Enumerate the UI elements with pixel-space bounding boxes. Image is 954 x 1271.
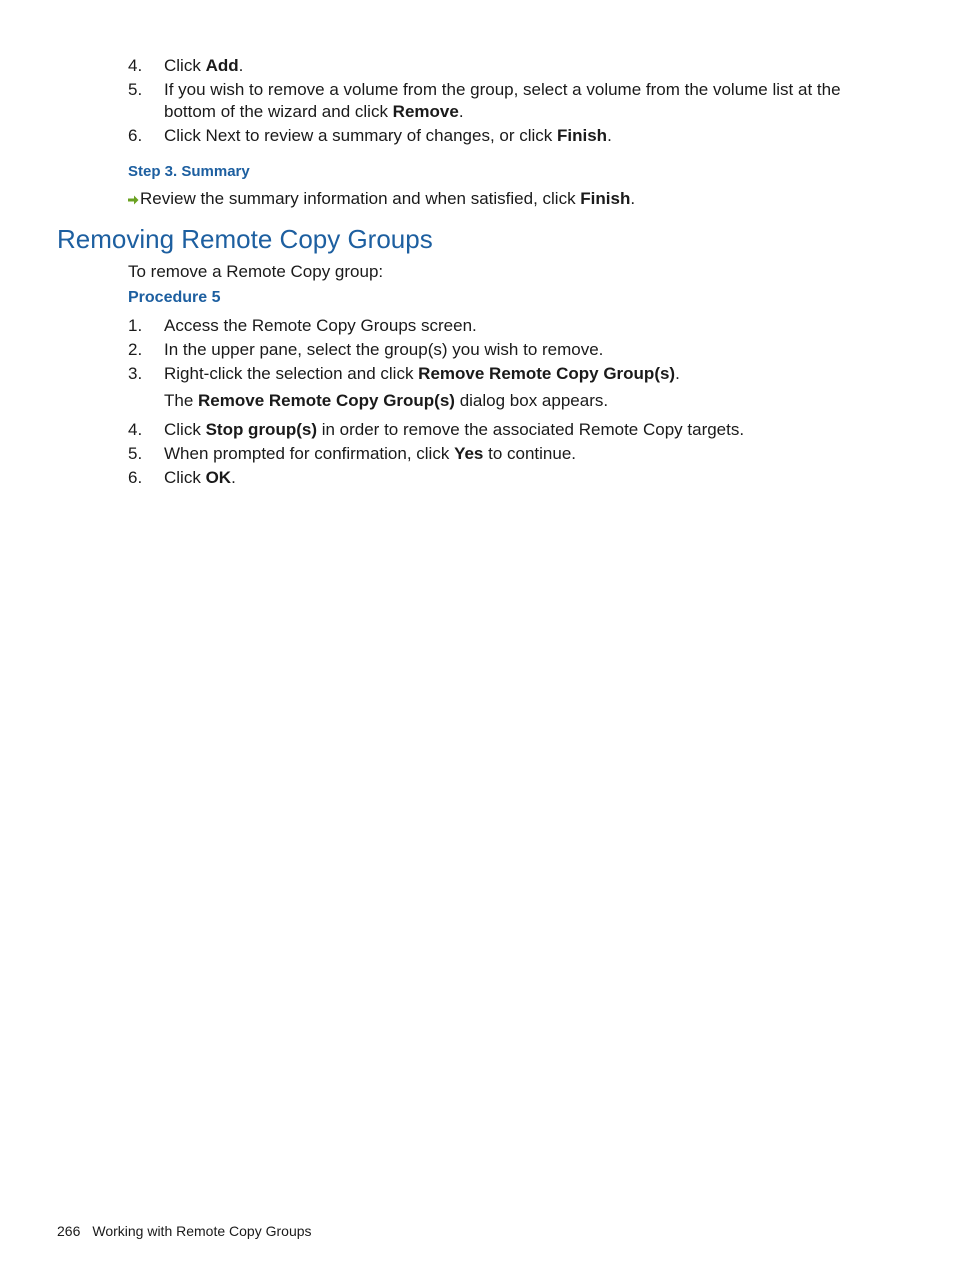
page-footer bbox=[57, 1223, 312, 1239]
step-instruction: Review the summary information and when satisfied, click Finish. bbox=[128, 188, 635, 210]
item-number: 5. bbox=[128, 80, 143, 99]
list-item: 5. If you wish to remove a volume from the group, select a volume from the volume list at the bottom of the wizard and click Remove. bbox=[128, 80, 841, 121]
procedure-heading: Procedure 5 bbox=[128, 289, 221, 306]
list-item: 5. When prompted for confirmation, click Yes to continue. bbox=[128, 444, 576, 463]
item-number: 4. bbox=[128, 420, 143, 439]
list-item: 1. Access the Remote Copy Groups screen. bbox=[128, 316, 477, 335]
arrow-right-icon bbox=[128, 195, 139, 205]
procedure-list-b bbox=[128, 419, 848, 491]
section-title: Removing Remote Copy Groups bbox=[57, 224, 433, 254]
item-number: 6. bbox=[128, 126, 143, 145]
item-number: 4. bbox=[128, 56, 143, 75]
list-item: 6. Click Next to review a summary of changes, or click Finish. bbox=[128, 126, 612, 145]
list-item: 4. Click Stop group(s) in order to remove the associated Remote Copy targets. bbox=[128, 420, 745, 439]
page-number: 266 bbox=[57, 1223, 81, 1239]
list-item: 2. In the upper pane, select the group(s) you wish to remove. bbox=[128, 340, 604, 359]
section-intro: To remove a Remote Copy group: bbox=[128, 262, 384, 281]
step-heading: Step 3. Summary bbox=[128, 163, 250, 180]
item-number: 3. bbox=[128, 364, 143, 383]
step-list-1 bbox=[128, 55, 848, 149]
item-number: 6. bbox=[128, 468, 143, 487]
item-number: 1. bbox=[128, 316, 143, 335]
step-note: The Remove Remote Copy Group(s) dialog box appears. bbox=[164, 391, 609, 410]
chapter-title: Working with Remote Copy Groups bbox=[92, 1223, 312, 1239]
item-number: 2. bbox=[128, 340, 143, 359]
item-number: 5. bbox=[128, 444, 143, 463]
procedure-list-a bbox=[128, 315, 848, 387]
list-item: 4. Click Add. bbox=[128, 56, 244, 75]
list-item: 3. Right-click the selection and click Remove Remote Copy Group(s). bbox=[128, 364, 680, 383]
list-item: 6. Click OK. bbox=[128, 468, 236, 487]
